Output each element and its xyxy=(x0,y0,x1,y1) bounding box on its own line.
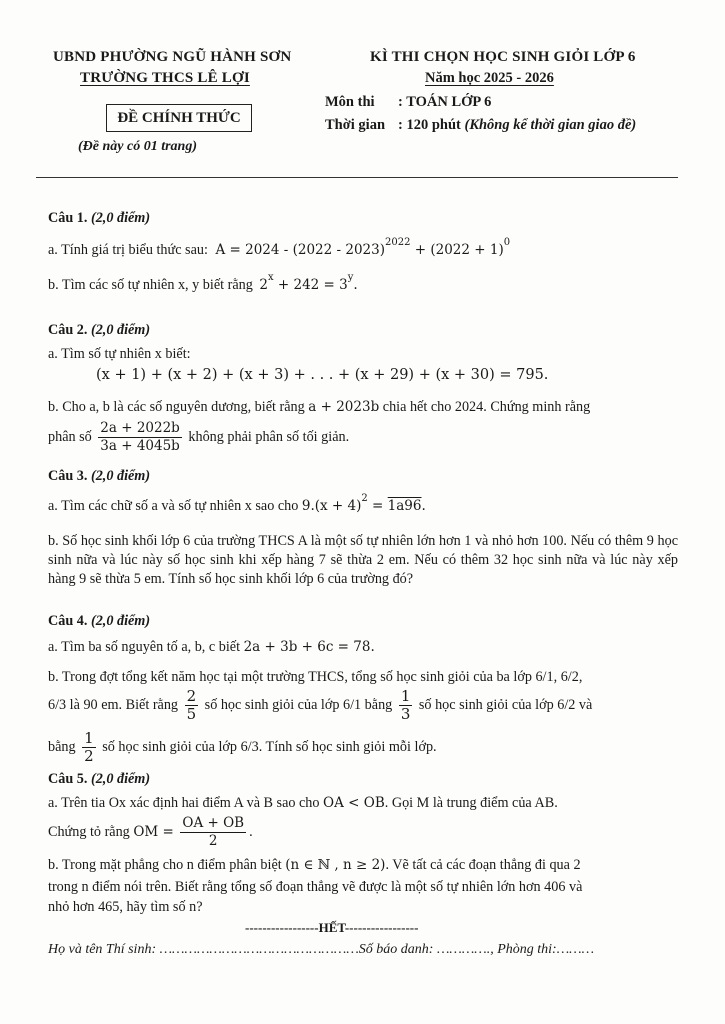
q4-fraction-2-5: $\frac{2}{5}$ xyxy=(186,687,197,723)
time-label: Thời gian xyxy=(325,117,386,133)
q2-part-b-line1: b. Cho a, b là các số nguyên dương, biết rằng a + 2023b chia hết cho 2024. Chứng minh rằng xyxy=(48,399,591,415)
q4-fraction-1-2: $\frac{1}{2}$ xyxy=(84,729,94,765)
end-mark: -----------------HẾT----------------- xyxy=(245,920,419,935)
q4-fraction-1-3: $\frac{1}{3}$ xyxy=(400,687,411,723)
q5-part-b-line1: b. Trong mặt phẳng cho n điểm phân biệt (n ∈ ℕ , n ≥ 2). Vẽ tất cả các đoạn thẳng đi qua 2 xyxy=(48,857,581,873)
q2-part-b-line2: phân số $\frac{2a + 2022b}{3a + 4045b}$ không phải phân số tối giản. xyxy=(48,420,350,454)
q1-part-b: b. Tìm các số tự nhiên x, y biết rằng $2^x + 242 = 3^y$. xyxy=(48,272,358,293)
time-value: : 120 phút (Không kể thời gian giao đề) xyxy=(398,117,637,133)
q1-part-a: a. Tính giá trị biểu thức sau: $A = 2024 - (2022 - 2023)^{2022} + (2022 + 1)^0$ xyxy=(48,237,511,258)
q4-part-b-line2: 6/3 là 90 em. Biết rằng $\frac{2}{5}$ số học sinh giỏi của lớp 6/1 bằng $\frac{1}{3}$ số học sinh giỏi của lớp 6/2 và xyxy=(48,687,593,723)
q5-part-b-line3: nhỏ hơn 465, hãy tìm số n? xyxy=(48,899,203,915)
q5-part-a-line1: a. Trên tia Ox xác định hai điểm A và B sao cho OA < OB. Gọi M là trung điểm của AB. xyxy=(48,795,558,811)
q5-part-b-line2: trong n điểm nói trên. Biết rằng tổng số đoạn thẳng vẽ được là một số tự nhiên lớn hơn 406 và xyxy=(48,879,583,895)
q4-part-a: a. Tìm ba số nguyên tố a, b, c biết 2a + 3b + 6c = 78. xyxy=(48,639,375,655)
q2-heading: Câu 2. (2,0 điểm) xyxy=(48,322,151,338)
q4-part-b-line3: bằng $\frac{1}{2}$ số học sinh giỏi của lớp 6/3. Tính số học sinh giỏi mỗi lớp. xyxy=(48,729,437,765)
subject-value: : TOÁN LỚP 6 xyxy=(398,94,492,110)
school-year: Năm học 2025 - 2026 xyxy=(425,70,554,86)
pages-note: (Đề này có 01 trang) xyxy=(78,139,197,154)
q1-heading: Câu 1. (2,0 điểm) xyxy=(48,210,151,226)
q5-heading: Câu 5. (2,0 điểm) xyxy=(48,771,151,787)
district-name: UBND PHƯỜNG NGŨ HÀNH SƠN xyxy=(53,49,292,65)
official-exam-box xyxy=(106,104,252,132)
q5-part-a-line2: Chứng tỏ rằng OM = $\frac{OA + OB}{2}$ . xyxy=(48,815,253,849)
exam-title: KÌ THI CHỌN HỌC SINH GIỎI LỚP 6 xyxy=(370,49,636,65)
official-label: ĐỀ CHÍNH THỨC xyxy=(117,109,241,126)
q3-part-b: b. Số học sinh khối lớp 6 của trường THCS A là một số tự nhiên lớn hơn 1 và nhỏ hơn 100. Nếu có thêm 9 học sinh nữa và lúc này số học sinh khi xếp hàng 7 sẽ thừa 2 em. Nếu có thêm 32 học sinh nữa và lúc này xếp hàng 9 sẽ thừa 5 em. Tính số học sinh khối lớp 6 của trường đó? xyxy=(48,533,678,587)
candidate-info-line: Họ và tên Thí sinh: …………………………………………Số báo danh: …………., Phòng thi:……… xyxy=(48,942,595,957)
school-name: TRƯỜNG THCS LÊ LỢI xyxy=(80,70,250,86)
q4-part-b-line1: b. Trong đợt tổng kết năm học tại một trường THCS, tổng số học sinh giỏi của ba lớp 6/1, 6/2, xyxy=(48,669,583,685)
q2-part-a-equation: (x + 1) + (x + 2) + (x + 3) + . . . + (x + 29) + (x + 30) = 795. xyxy=(96,367,549,383)
q3-part-a: a. Tìm các chữ số a và số tự nhiên x sao cho $9.(x + 4)^2 = 1a96$. xyxy=(48,493,426,514)
q3-heading: Câu 3. (2,0 điểm) xyxy=(48,468,151,484)
subject-label: Môn thi xyxy=(325,94,375,110)
q2-fraction: $\frac{2a + 2022b}{3a + 4045b}$ xyxy=(100,420,180,454)
q5-fraction: $\frac{OA + OB}{2}$ xyxy=(182,815,245,849)
q2-part-a: a. Tìm số tự nhiên x biết: xyxy=(48,346,191,362)
q4-heading: Câu 4. (2,0 điểm) xyxy=(48,613,151,629)
header-divider xyxy=(36,177,678,178)
